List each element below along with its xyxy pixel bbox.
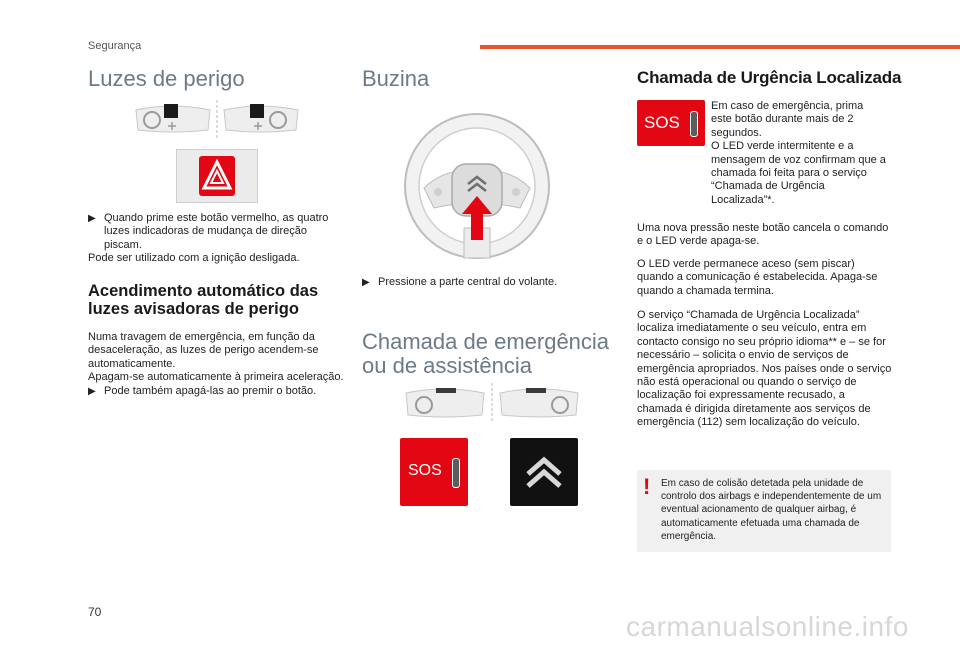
led-text: O LED verde permanece aceso (sem piscar) quando a comunicação é estabelecida. Apaga-se quando a chamada termina.: [637, 258, 878, 297]
sos-led-icon: [452, 458, 460, 488]
auto-hazard-text: Numa travagem de emergência, em função da desaceleração, as luzes de perigo acendem-se automaticamente. Apagam-se automaticamente à primeira aceleração. ▶ Pode também apagá-las ao premir o botão.: [88, 331, 344, 397]
warning-box: [637, 470, 891, 552]
steering-wheel-horn-diagram: [394, 108, 560, 268]
right-drive-icon: [500, 388, 578, 417]
warning-icon: !: [643, 474, 651, 499]
urgent-call-title: Chamada de Urgência Localizada: [637, 68, 902, 87]
section-label: Segurança: [88, 40, 142, 52]
service-text: O serviço “Chamada de Urgência Localizada” localiza imediatamente o seu veículo, entra em contacto consigo no seu próprio idioma** e – se for necessário – solicita o envio de serviços de emergência apropriados. Nos países onde o serviço não está operacional ou quando o serviço de localização foi expressamente recusado, a chamada é dirigida diretamente aos serviços de emergência (112) sem localização do veículo.: [637, 309, 892, 429]
sos-button-illustration: [400, 438, 468, 506]
hazard-title: Luzes de perigo: [88, 66, 245, 91]
hazard-steering-diagram: [132, 100, 302, 140]
bullet-arrow-icon: ▶: [88, 213, 96, 224]
chevrons-logo-icon: [510, 438, 578, 506]
cancel-text: Uma nova pressão neste botão cancela o comando e o LED verde apaga-se.: [637, 222, 889, 248]
sos-led-icon: [690, 111, 698, 137]
sos-label: SOS: [644, 113, 680, 132]
hazard-instructions: ▶ Quando prime este botão vermelho, as quatro luzes indicadoras de mudança de direção piscam. Pode ser utilizado com a ignição desligada.: [88, 212, 329, 265]
header-accent-line: [480, 45, 960, 49]
bullet-arrow-icon: ▶: [88, 385, 96, 397]
sos-label: SOS: [408, 462, 442, 479]
emergency-call-title: Chamada de emergência ou de assistência: [362, 329, 610, 378]
left-drive-icon: [406, 388, 484, 417]
page-number: 70: [88, 605, 102, 619]
warning-text: Em caso de colisão detetada pela unidade de controlo dos airbags e independentemente de um eventual acionamento de qualquer airbag, é automaticamente efetuada uma chamada de emergência.: [661, 478, 882, 542]
left-drive-icon: [136, 104, 210, 132]
sos-intro-text: Em caso de emergência, prima este botão durante mais de 2 segundos. O LED verde intermitente e a mensagem de voz confirmam que a chamada foi feita para o serviço “Chamada de Urgência Localizada”*.: [711, 100, 886, 206]
assistance-button-illustration: [510, 438, 578, 506]
auto-hazard-subtitle: Acendimento automático das luzes avisadoras de perigo: [88, 282, 319, 318]
horn-title: Buzina: [362, 66, 430, 91]
hazard-button-illustration: [176, 149, 258, 203]
emergency-steering-diagram: [404, 383, 580, 425]
sos-button-illustration: [637, 100, 705, 146]
right-drive-icon: [224, 104, 298, 132]
horn-instruction: ▶ Pressione a parte central do volante.: [362, 276, 558, 288]
watermark: carmanualsonline.info: [626, 611, 909, 642]
bullet-arrow-icon: ▶: [362, 277, 370, 288]
hazard-triangle-icon: [177, 150, 257, 202]
